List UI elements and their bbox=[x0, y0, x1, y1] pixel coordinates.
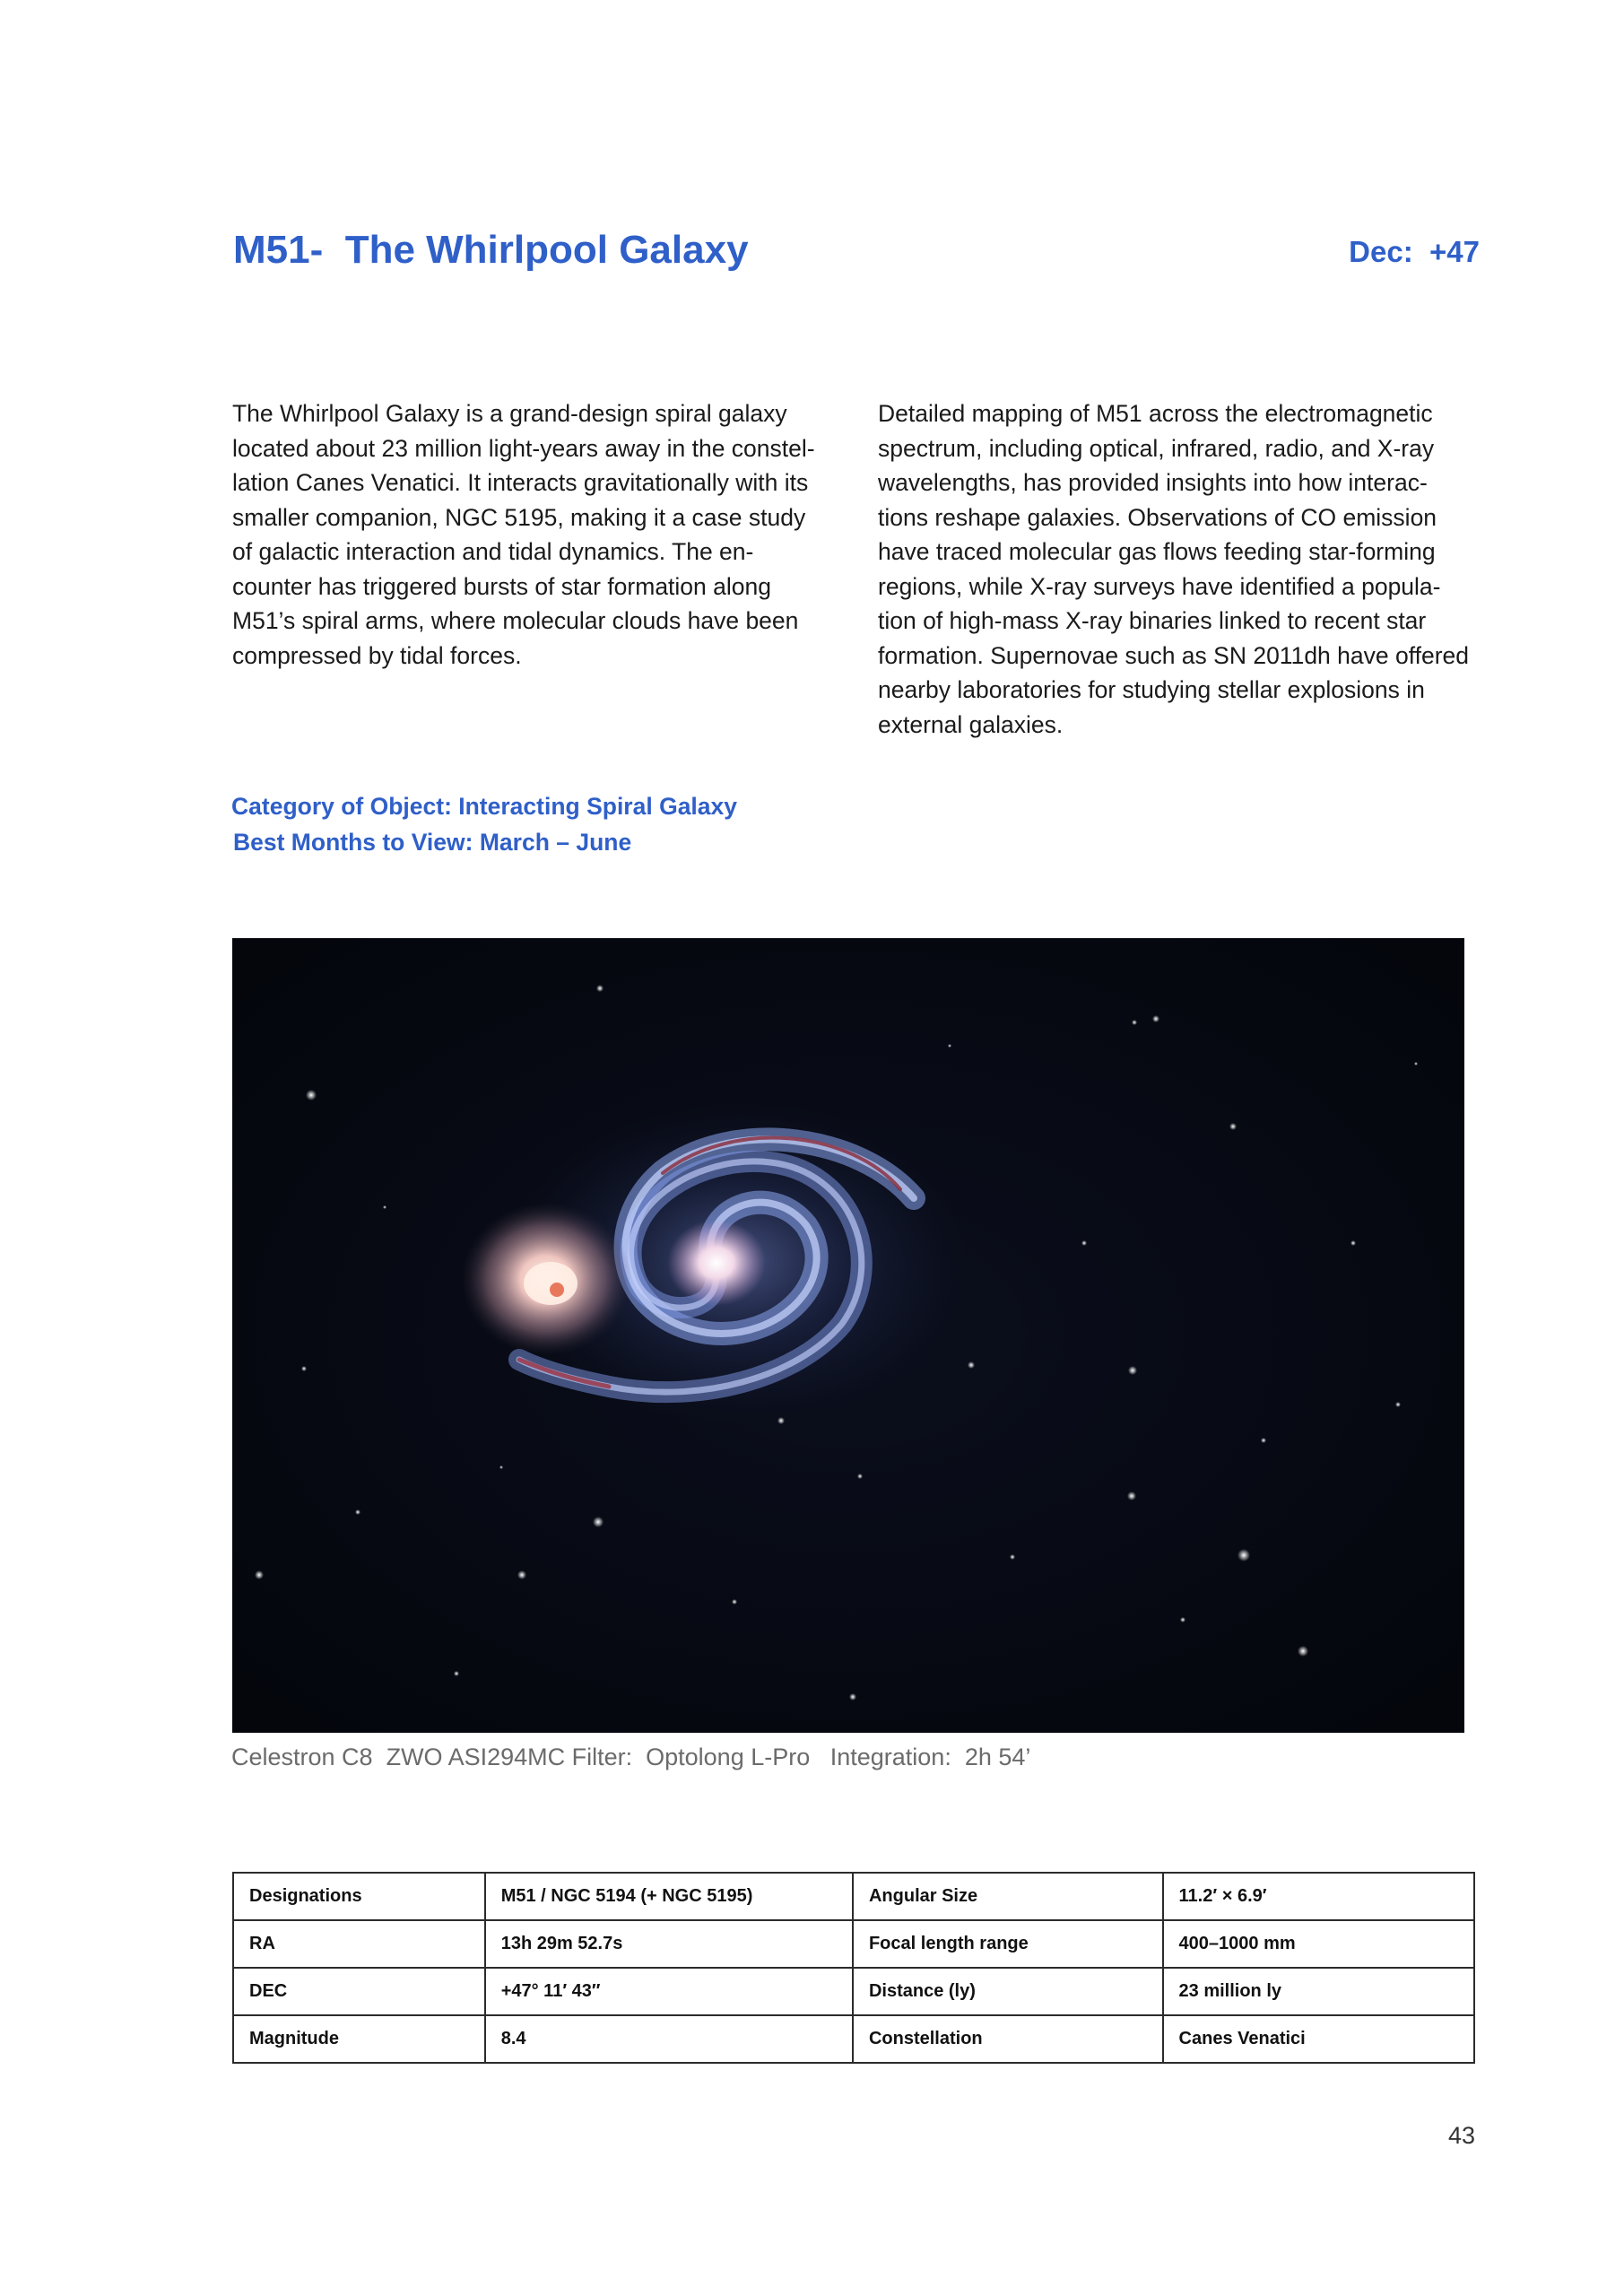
observation-paragraph: Detailed mapping of M51 across the electromagnetic spectrum, including optical, infrared, radio, and X-ray wavelengths, has provided insights into how interac- tions reshape galaxies. Observations of CO emission have traced molecular gas flows feeding star-forming regions, while X-ray surveys have identified a popula- tion of high-mass X-ray binaries linked to recent star formation. Supernovae such as SN 2011dh have offered nearby laboratories for studying stellar explosions in external galaxies. bbox=[878, 400, 1470, 738]
whirlpool-galaxy-image bbox=[232, 938, 1464, 1733]
galaxy-photo bbox=[232, 938, 1464, 1733]
spec-value: +47° 11′ 43″ bbox=[485, 1968, 853, 2015]
spec-value: 400–1000 mm bbox=[1163, 1920, 1474, 1968]
spec-value: 13h 29m 52.7s bbox=[485, 1920, 853, 1968]
spec-value: 8.4 bbox=[485, 2015, 853, 2063]
spec-label: Focal length range bbox=[853, 1920, 1163, 1968]
table-row bbox=[233, 2015, 1474, 2063]
spec-label: Designations bbox=[233, 1873, 485, 1920]
spec-label: Constellation bbox=[853, 2015, 1163, 2063]
table-row bbox=[233, 1920, 1474, 1968]
specs-table bbox=[232, 1872, 1475, 2064]
spec-value: 11.2′ × 6.9′ bbox=[1163, 1873, 1474, 1920]
spec-value: M51 / NGC 5194 (+ NGC 5195) bbox=[485, 1873, 853, 1920]
spec-value: 23 million ly bbox=[1163, 1968, 1474, 2015]
declination-label: Dec: +47 bbox=[1349, 235, 1480, 268]
spec-value: Canes Venatici bbox=[1163, 2015, 1474, 2063]
table-row bbox=[233, 1873, 1474, 1920]
spec-label: DEC bbox=[233, 1968, 485, 2015]
spec-label: Magnitude bbox=[233, 2015, 485, 2063]
spec-label: Distance (ly) bbox=[853, 1968, 1163, 2015]
table-row bbox=[233, 1968, 1474, 2015]
best-months: Best Months to View: March – June bbox=[233, 829, 632, 856]
spec-label: Angular Size bbox=[853, 1873, 1163, 1920]
photo-caption: Celestron C8 ZWO ASI294MC Filter: Optolong L-Pro Integration: 2h 54’ bbox=[231, 1744, 1031, 1770]
spec-label: RA bbox=[233, 1920, 485, 1968]
intro-paragraph: The Whirlpool Galaxy is a grand-design spiral galaxy located about 23 million light-years away in the constel- lation Canes Venatici. It interacts gravitationally with its smaller companion, NGC 5195, making it a case study of galactic interaction and tidal dynamics. The en- counter has triggered bursts of star formation along M51’s spiral arms, where molecular clouds have been compressed by tidal forces. bbox=[232, 400, 815, 669]
object-category: Category of Object: Interacting Spiral Galaxy bbox=[231, 793, 738, 820]
page-number: 43 bbox=[1447, 2122, 1475, 2149]
page-title: M51- The Whirlpool Galaxy bbox=[233, 228, 749, 272]
